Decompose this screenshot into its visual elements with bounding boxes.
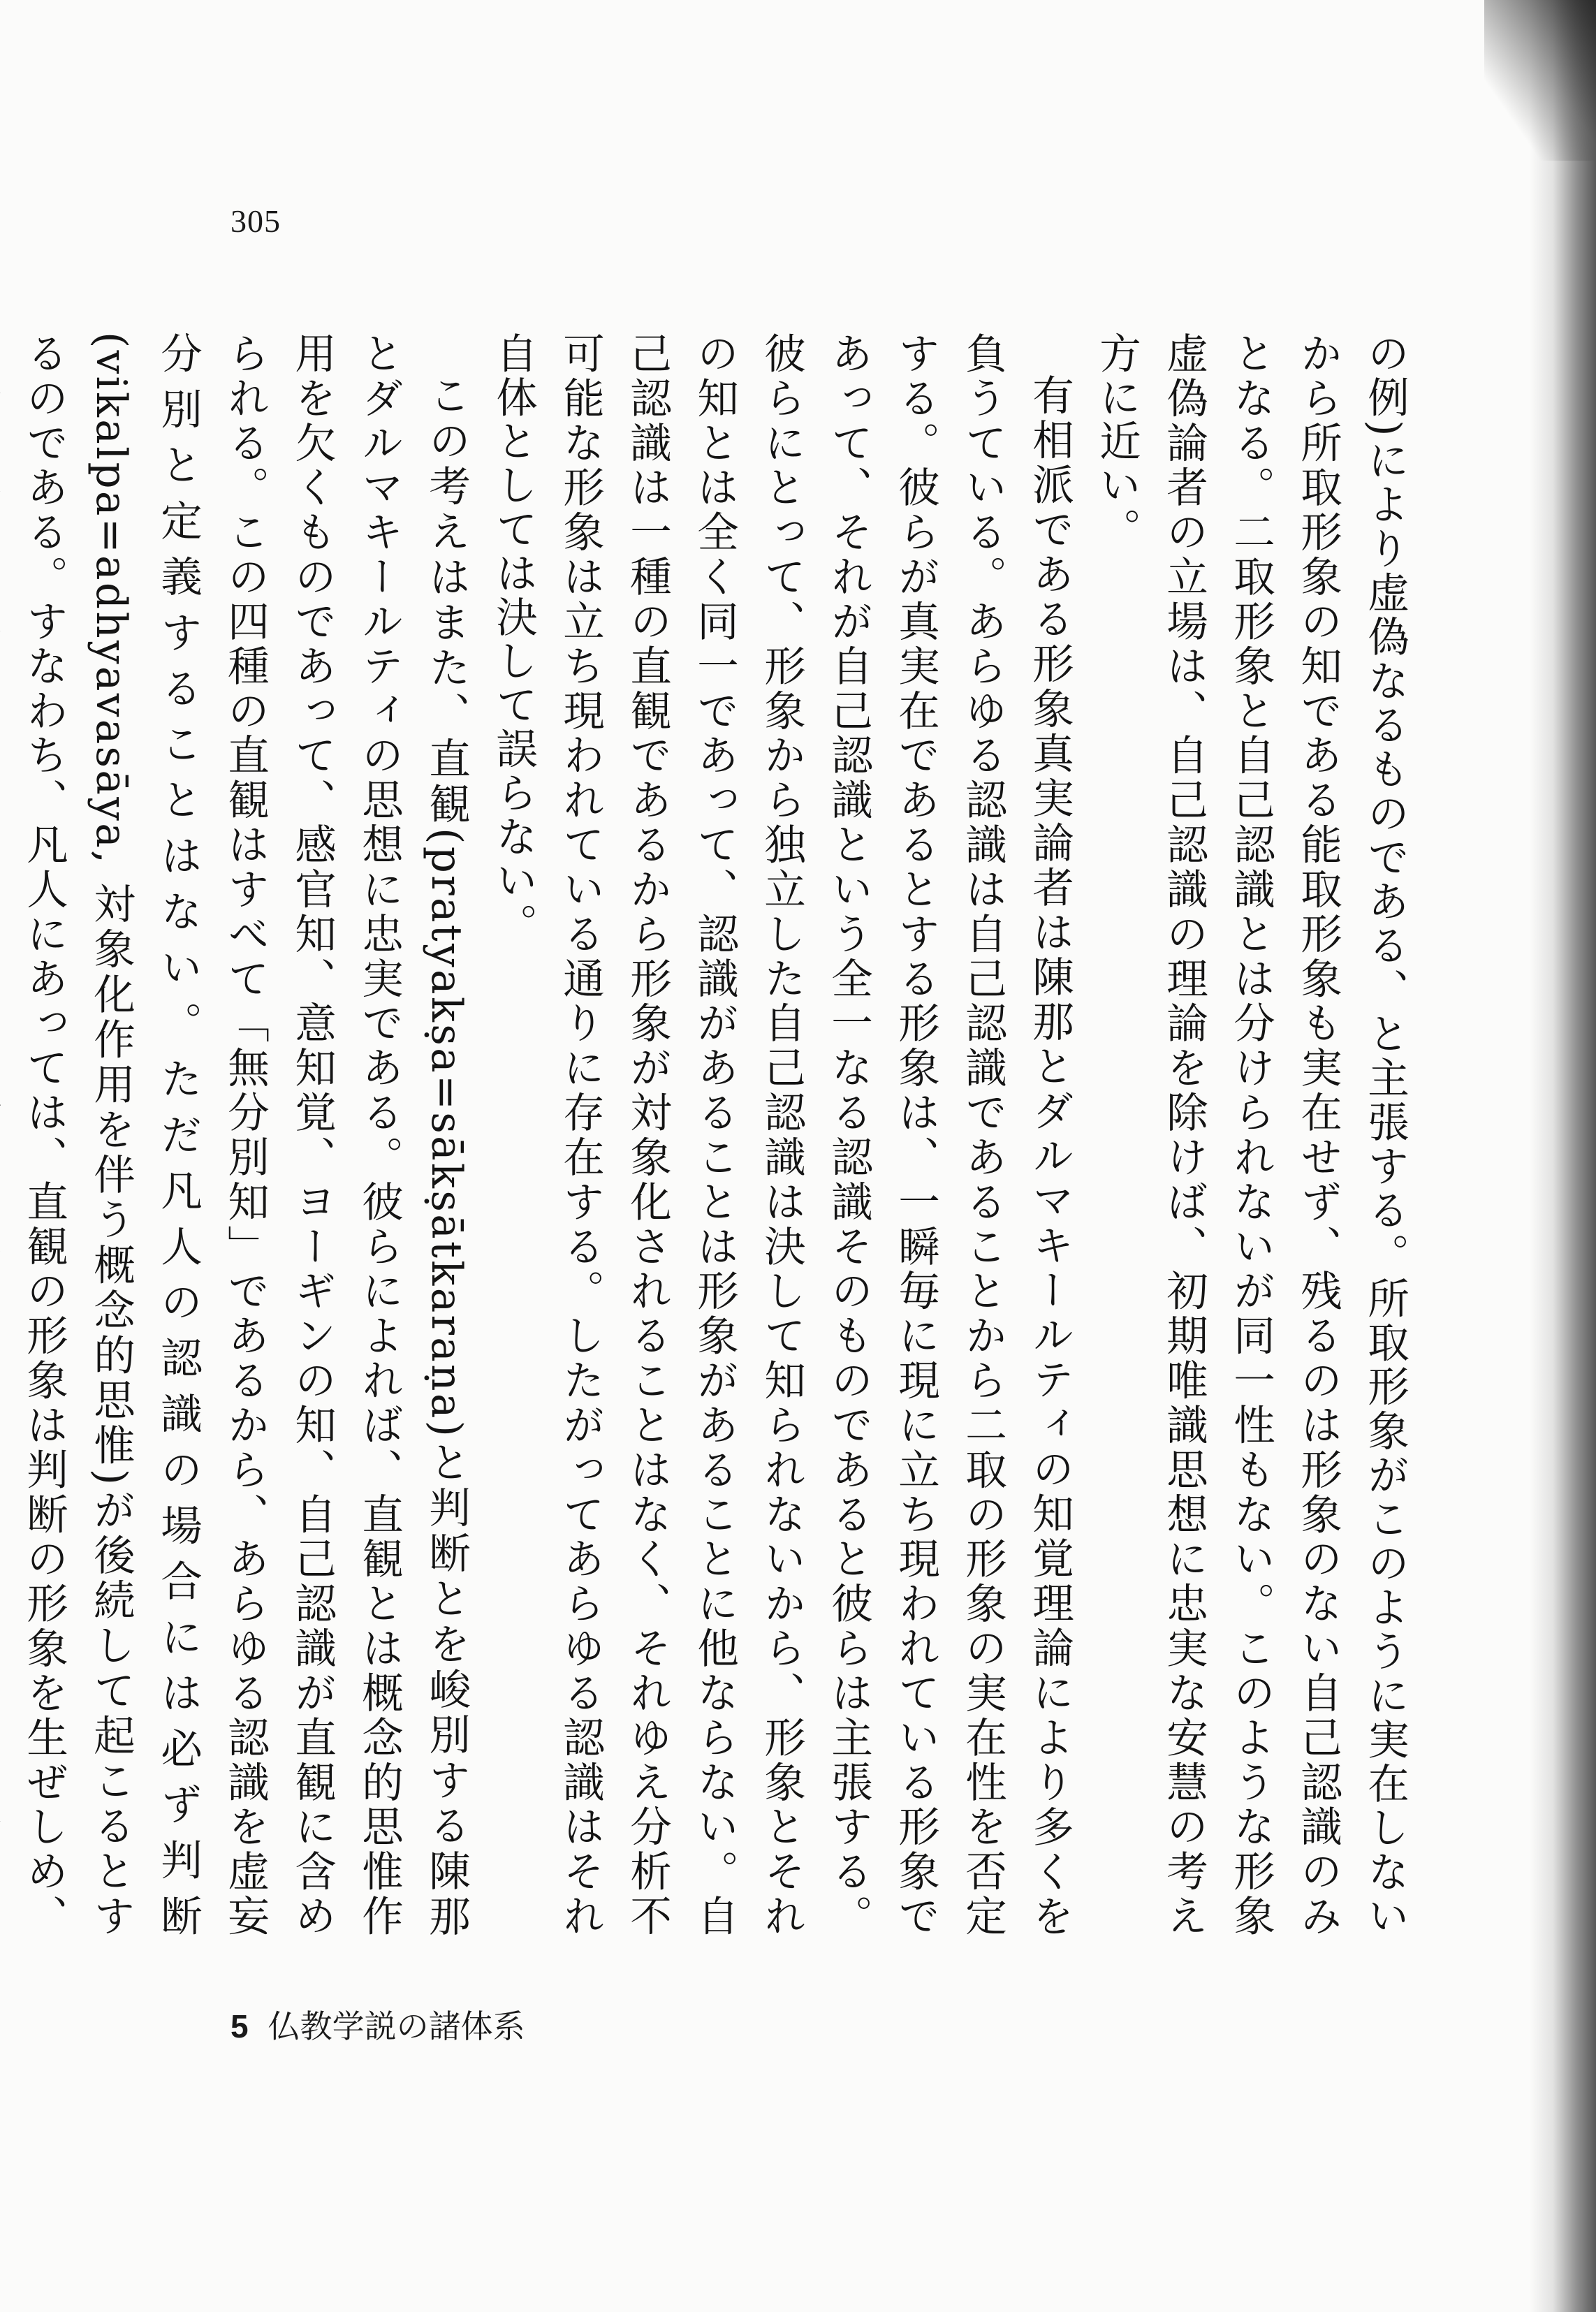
scan-corner-shadow <box>1484 0 1596 161</box>
page-number: 305 <box>230 203 281 239</box>
paragraph-continuation: の例)により虚偽なるものである、と主張する。所取形象がこのように実在しないから所取形象の知である能取形象も実在せず、残るのは形象のない自己認識のみとなる。二取形象と自己認識とは分けられないが同一性もない。このような形象虚偽論者の立場は、自己認識の理論を除けば、初期唯識思想に忠実な安慧の考え方に近い。 <box>1092 332 1409 1938</box>
running-footer <box>230 2001 525 2047</box>
chapter-title: 仏教学説の諸体系 <box>268 2007 525 2045</box>
paragraph: この考えはまた、直観(pratyakṣa=sākṣātkaraṇa)と判断とを峻別する陳那とダルマキールティの思想に忠実である。彼らによれば、直観とは概念的思惟作用を欠くものであって、感官知、意知覚、ヨーギンの知、自己認識が直観に含められる。この四種の直観はすべて「無分別知」であるから、あらゆる認識を虚妄分別と定義することはない。ただ凡人の認識の場合には必ず判断(vikalpa=adhyavasāya, 対象化作用を伴う概念的思惟)が後続して起こるとするのである。すなわち、凡人にあっては、直観の形象は判断の形象を生ぜしめ、 <box>20 332 470 1938</box>
paragraph: 有相派である形象真実論者は陳那とダルマキールティの知覚理論により多くを負うている。あらゆる認識は自己認識であることから二取の形象の実在性を否定する。彼らが真実在であるとする形象は、一瞬毎に現に立ち現われている形象であって、それが自己認識という全一なる認識そのものであると彼らは主張する。彼らにとって、形象から独立した自己認識は決して知られないから、形象とそれの知とは全く同一であって、認識があることは形象があることに他ならない。自己認識は一種の直観であるから形象が対象化されることはなく、それゆえ分析不可能な形象は立ち現われている通りに存在する。したがってあらゆる認識はそれ自体としては決して誤らない。 <box>489 332 1074 1938</box>
chapter-number: 5 <box>230 2008 249 2044</box>
body-text <box>0 332 1418 1938</box>
scan-edge-shadow <box>1530 0 1596 2312</box>
